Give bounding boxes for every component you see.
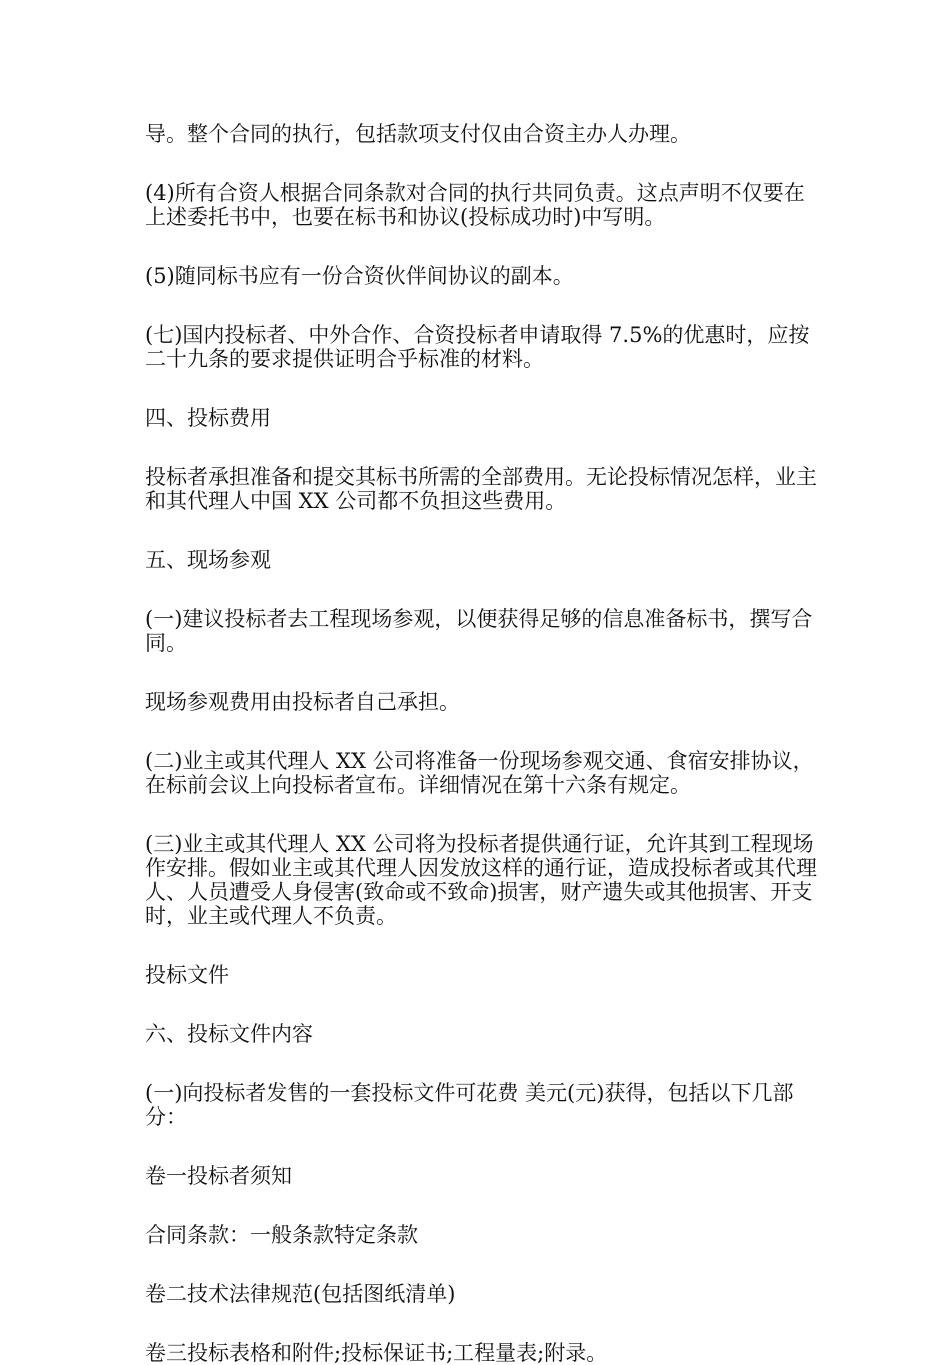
- heading-bid-documents: 投标文件: [145, 963, 229, 987]
- paragraph-document-contents-1: (一)向投标者发售的一套投标文件可花费 美元(元)获得，包括以下几部分：: [145, 1081, 794, 1129]
- document-body: [145, 122, 825, 1365]
- paragraph-site-visit-1: (一)建议投标者去工程现场参观，以便获得足够的信息准备标书，撰写合同。: [145, 607, 813, 655]
- section-heading-bid-costs: 四、投标费用: [145, 406, 271, 430]
- paragraph-item-4: (4)所有合资人根据合同条款对合同的执行共同负责。这点声明不仅要在上述委托书中，也要在标书和协议(投标成功时)中写明。: [145, 181, 805, 229]
- paragraph-site-visit-2: (二)业主或其代理人 XX 公司将准备一份现场参观交通、食宿安排协议，在标前会议上向投标者宣布。详细情况在第十六条有规定。: [145, 749, 814, 797]
- list-item-volume-1: 卷一投标者须知: [145, 1164, 292, 1188]
- list-item-volume-3: 卷三投标表格和附件;投标保证书;工程量表;附录。: [145, 1341, 608, 1365]
- paragraph-continuation: 导。整个合同的执行，包括款项支付仅由合资主办人办理。: [145, 122, 691, 146]
- paragraph-item-7: (七)国内投标者、中外合作、合资投标者申请取得 7.5%的优惠时，应按二十九条的要求提供证明合乎标准的材料。: [145, 323, 810, 371]
- paragraph-bid-costs: 投标者承担准备和提交其标书所需的全部费用。无论投标情况怎样，业主和其代理人中国 XX 公司都不负担这些费用。: [145, 465, 817, 513]
- paragraph-site-visit-cost: 现场参观费用由投标者自己承担。: [145, 690, 460, 714]
- paragraph-item-5: (5)随同标书应有一份合资伙伴间协议的副本。: [145, 264, 574, 288]
- section-heading-document-contents: 六、投标文件内容: [145, 1022, 313, 1046]
- section-heading-site-visit: 五、现场参观: [145, 548, 271, 572]
- list-item-contract-terms: 合同条款：一般条款特定条款: [145, 1223, 418, 1247]
- paragraph-site-visit-3: (三)业主或其代理人 XX 公司将为投标者提供通行证，允许其到工程现场作安排。假如业主或其代理人因发放这样的通行证，造成投标者或其代理人、人员遭受人身侵害(致命或不致命)损害，财产遗失或其他损害、开支时，业主或代理人不负责。: [145, 832, 817, 928]
- list-item-volume-2: 卷二技术法律规范(包括图纸清单): [145, 1282, 456, 1306]
